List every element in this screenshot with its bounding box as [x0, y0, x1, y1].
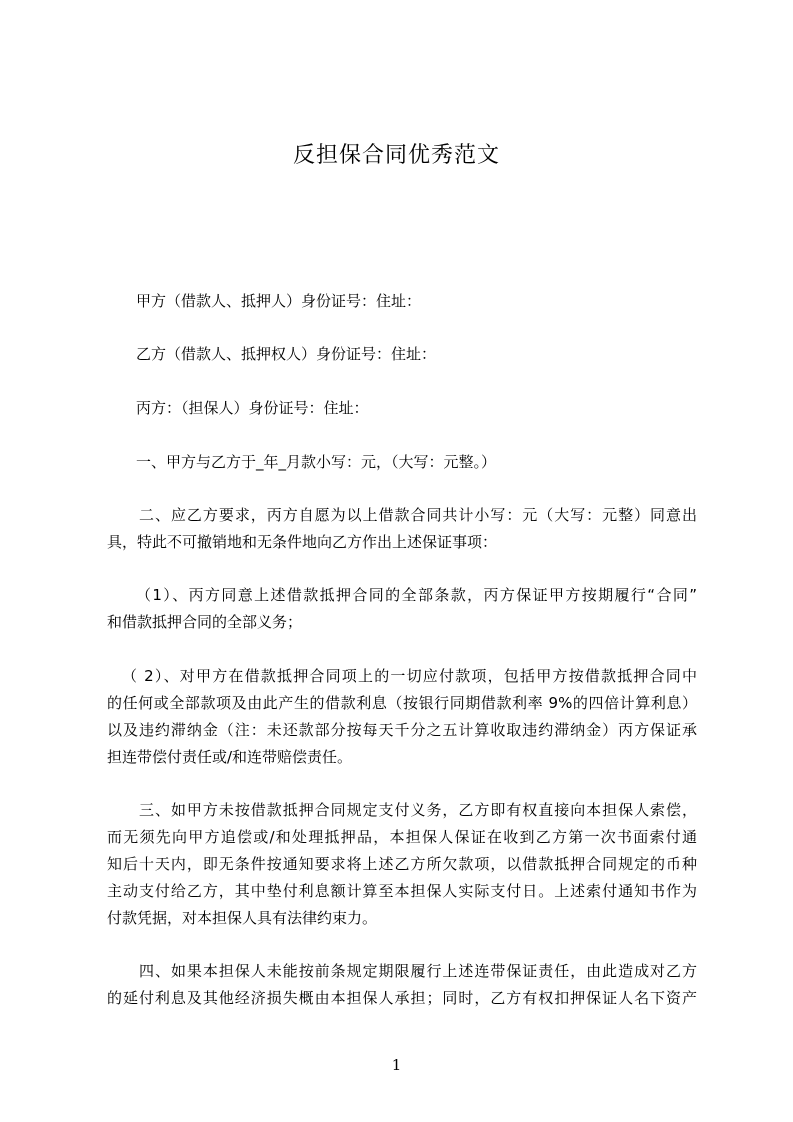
clause-4-line-1: 四、如果本担保人未能按前条规定期限履行上述连带保证责任，由此造成对乙方	[139, 962, 697, 980]
clause-3-line-1: 三、如甲方未按借款抵押合同规定支付义务，乙方即有权直接向本担保人索偿，	[139, 801, 697, 819]
document-title: 反担保合同优秀范文	[292, 143, 500, 168]
clause-3-line-4: 主动支付给乙方，其中垫付利息额计算至本担保人实际支付日。上述索付通知书作为	[107, 882, 697, 900]
page-number: 1	[391, 1056, 402, 1074]
clause-2-item-1-line-2: 和借款抵押合同的全部义务；	[107, 613, 303, 631]
clause-2-item-2-line-4: 担连带偿付责任或/和连带赔偿责任。	[107, 748, 353, 766]
paragraph-party-c: 丙方：（担保人）身份证号：住址：	[136, 399, 369, 417]
clause-2-item-1-line-1: （1）、丙方同意上述借款抵押合同的全部条款，丙方保证甲方按期履行“合同”	[136, 586, 697, 604]
clause-2-line-1: 二、应乙方要求，丙方自愿为以上借款合同共计小写：元（大写：元整）同意出	[139, 506, 697, 524]
clause-2-item-2-line-1: （ 2）、对甲方在借款抵押合同项上的一切应付款项，包括甲方按借款抵押合同中	[122, 667, 697, 685]
clause-4-line-2: 的延付利息及其他经济损失概由本担保人承担；同时，乙方有权扣押保证人名下资产	[107, 989, 697, 1007]
clause-3-line-3: 知后十天内，即无条件按通知要求将上述乙方所欠款项，以借款抵押合同规定的币种	[107, 855, 697, 873]
paragraph-party-b: 乙方（借款人、抵押权人）身份证号：住址：	[136, 345, 437, 363]
clause-2-line-2: 具，特此不可撤销地和无条件地向乙方作出上述保证事项：	[107, 533, 498, 551]
paragraph-party-a: 甲方（借款人、抵押人）身份证号：住址：	[136, 292, 422, 310]
clause-3-line-2: 而无须先向甲方追偿或/和处理抵押品，本担保人保证在收到乙方第一次书面索付通	[107, 828, 697, 846]
clause-1-line-1: 一、甲方与乙方于_年_月款小写：元，（大写：元整。）	[136, 453, 497, 471]
clause-2-item-2-line-3: 以及违约滞纳金（注：未还款部分按每天千分之五计算收取违约滞纳金）丙方保证承	[107, 721, 697, 739]
clause-2-item-2-line-2: 的任何或全部款项及由此产生的借款利息（按银行同期借款利率 9%的四倍计算利息）	[107, 694, 697, 712]
clause-3-line-5: 付款凭据，对本担保人具有法律约束力。	[107, 909, 378, 927]
